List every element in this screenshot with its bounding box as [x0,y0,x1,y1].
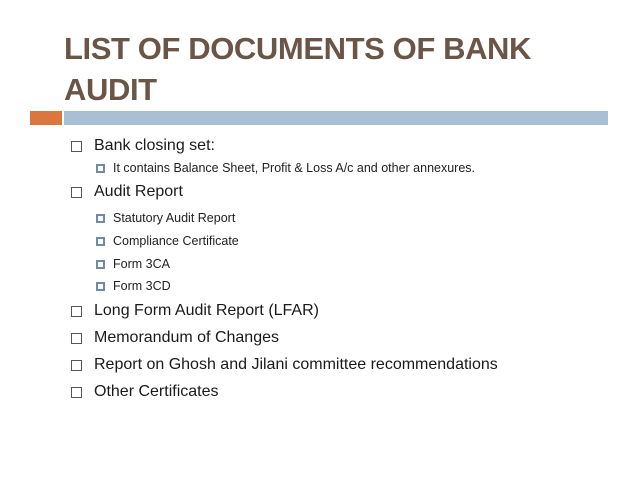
slide-title: LIST OF DOCUMENTS OF BANK AUDIT [64,31,532,107]
square-bullet-icon [71,333,82,344]
sub-bullet-text: Form 3CA [113,257,170,271]
bullet-text: Long Form Audit Report (LFAR) [94,302,319,319]
square-bullet-icon [96,164,105,173]
square-bullet-icon [71,187,82,198]
title-rule-bar [64,111,608,125]
square-bullet-icon [71,387,82,398]
sub-bullet-text: Statutory Audit Report [113,211,236,225]
sub-bullet-text: Compliance Certificate [113,234,239,248]
title-accent-bar [30,111,62,125]
sub-bullet-text: Form 3CD [113,279,171,293]
square-bullet-icon [71,360,82,371]
square-bullet-icon [96,237,105,246]
sub-bullet-text: It contains Balance Sheet, Profit & Loss A/c and other annexures. [113,161,476,175]
bullet-text: Audit Report [94,183,183,200]
square-bullet-icon [96,282,105,291]
square-bullet-icon [96,260,105,269]
bullet-text: Bank closing set: [94,137,215,154]
bullet-text: Other Certificates [94,383,219,400]
square-bullet-icon [71,141,82,152]
square-bullet-icon [96,214,105,223]
bullet-text: Report on Ghosh and Jilani committee recommendations [94,356,498,373]
square-bullet-icon [71,306,82,317]
bullet-text: Memorandum of Changes [94,329,279,346]
